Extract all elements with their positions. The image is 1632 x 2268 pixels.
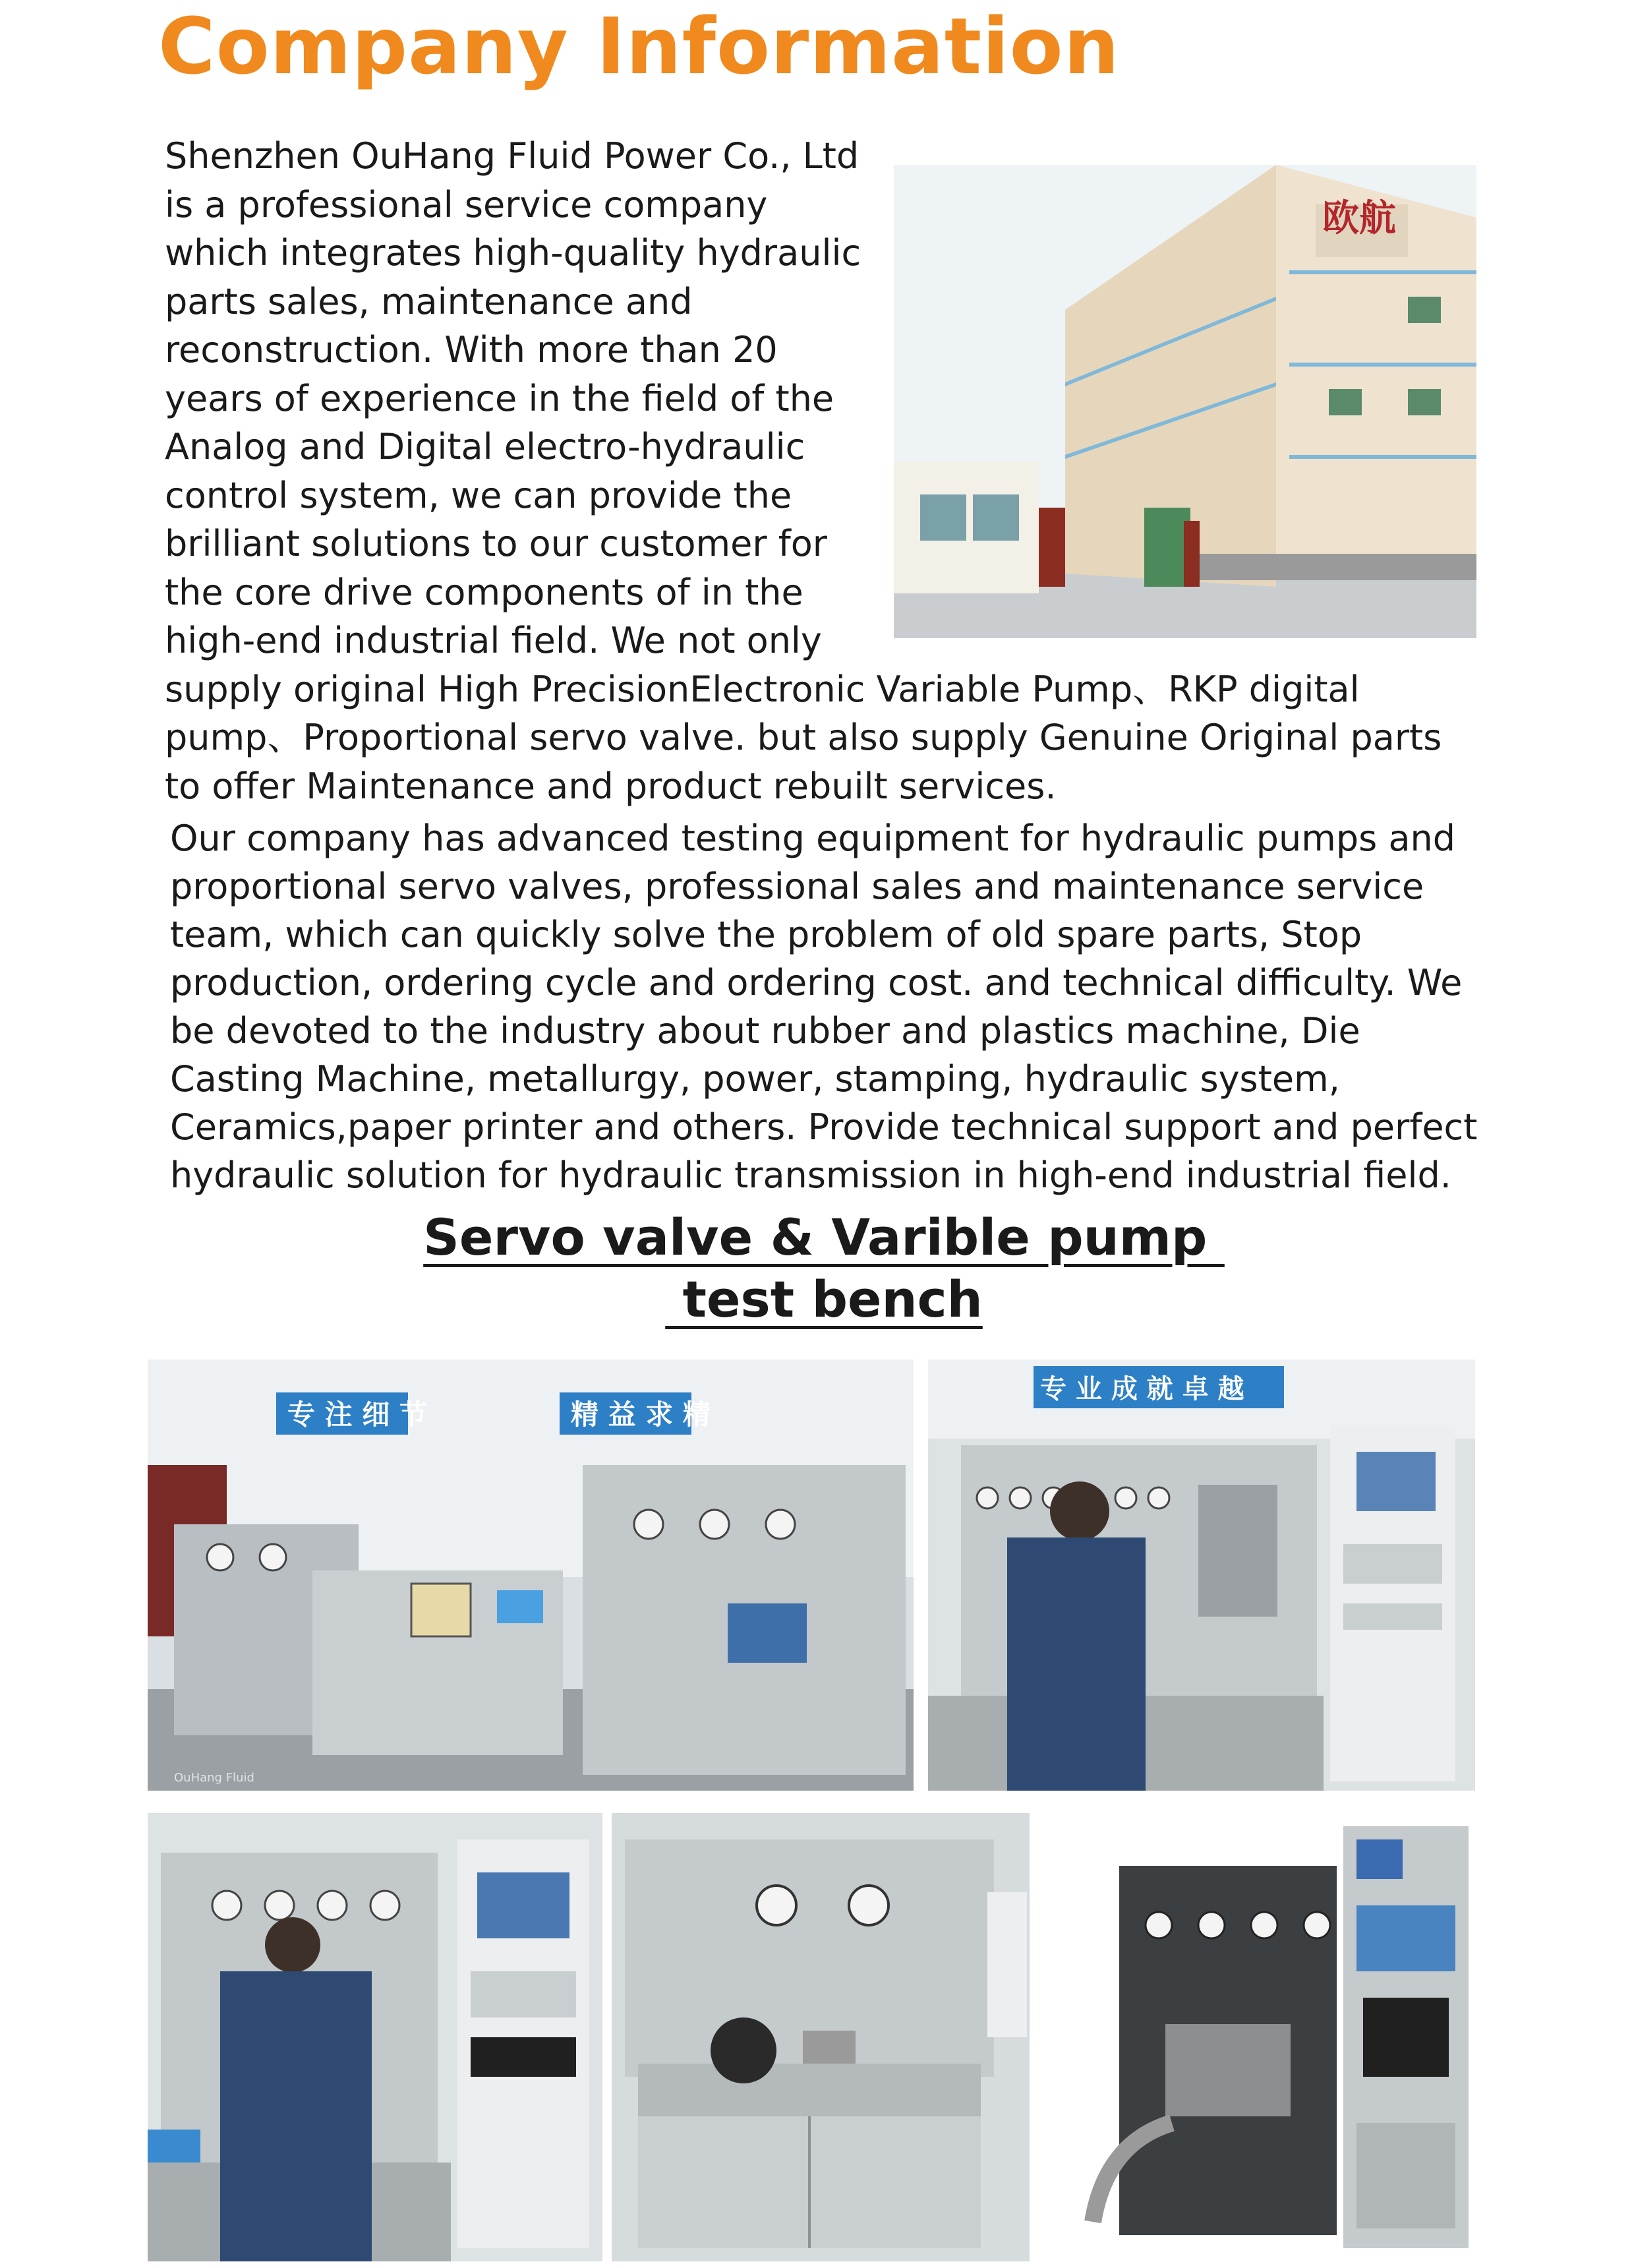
building-sign: 欧航 — [1322, 196, 1396, 240]
section-title — [395, 1207, 1252, 1330]
about-paragraph: Our company has advanced testing equipment for hydraulic pumps and proportional servo valves, professional sales and maintenance service team, which can quickly solve the problem of old spare parts, Stop production, ordering cycle and ordering cost. and technical difficulty. We be devoted to the industry about rubber and plastics machine, Die Casting Machine, metallurgy, power, stamping, hydraulic system, Ceramics,paper printer and others. Provide technical support and perfect hydraulic solution for hydraulic transmission in high-end industrial field. — [170, 818, 1478, 1196]
intro-paragraph: 欧航 Shenzhen OuHang Fluid Power Co., Ltd is a professional service company which integrates high-quality hydraulic parts sales, maintenance and reconstruction. With more than 20 years of experience in the field of the Analog and Digital electro-hydraulic control system, we can provide the brilliant solutions to our customer for the core drive components of in the high-end industrial field. We not only supply original High PrecisionElectronic Variable Pump、RKP digital pump、Proportional servo valve. but also supply Genuine Original parts to offer Maintenance and product rebuilt services. — [165, 132, 1476, 810]
watermark: OuHang Fluid — [174, 1771, 254, 1785]
banner-1: 专 注 细 节 — [287, 1398, 427, 1431]
banner-2: 精 益 求 精 — [571, 1398, 711, 1431]
section-title-line-1: Servo valve & Varible pump — [423, 1208, 1225, 1267]
test-bench-photo-4 — [612, 1813, 1030, 2261]
building-photo — [894, 165, 1476, 638]
section-title-line-2: test bench — [665, 1270, 983, 1328]
page-title: Company Information — [158, 1, 1120, 92]
test-bench-photo-3 — [148, 1813, 602, 2261]
test-bench-photo-5 — [1053, 1813, 1475, 2261]
banner-3: 专 业 成 就 卓 越 — [1040, 1374, 1244, 1404]
test-bench-photo-2 — [928, 1359, 1475, 1791]
building-illustration — [894, 165, 1476, 638]
test-bench-photo-1 — [148, 1359, 914, 1791]
